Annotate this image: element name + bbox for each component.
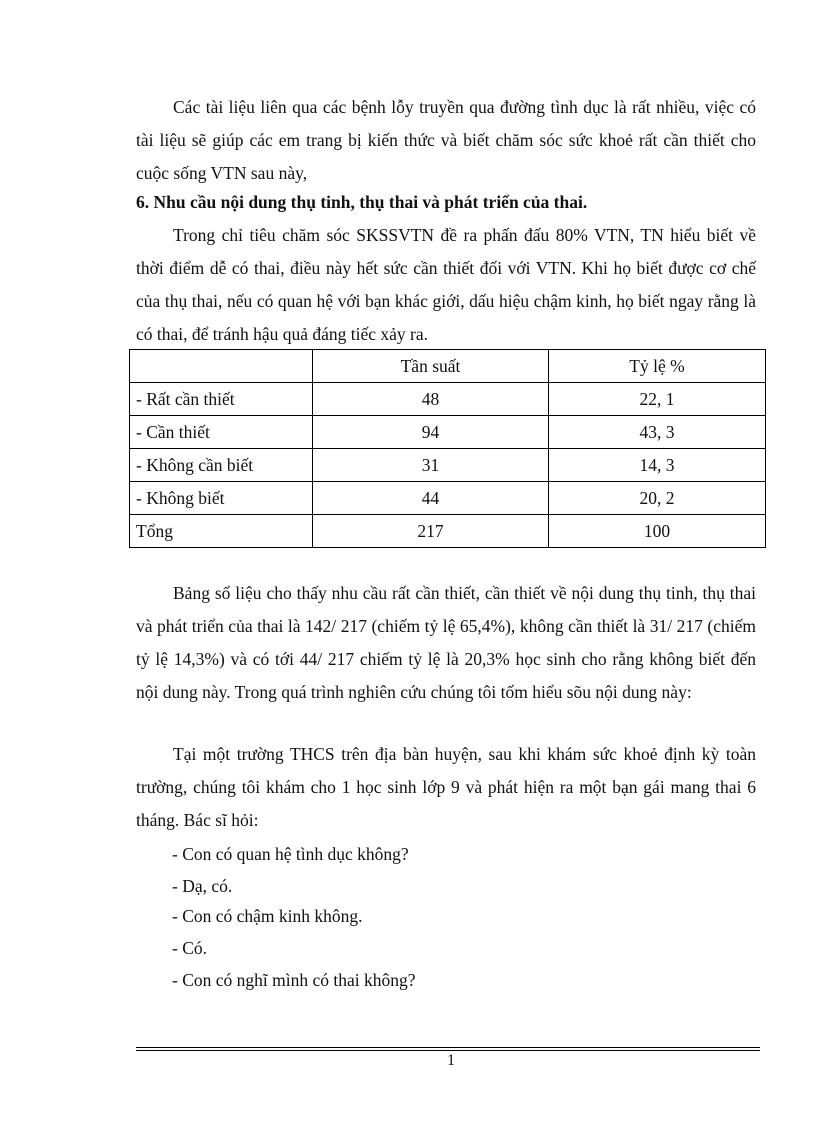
table-header-cell: Tần suất (313, 350, 549, 383)
table-cell-frequency: 44 (313, 482, 549, 515)
dialog-line: - Có. (172, 938, 207, 958)
table-row (130, 383, 766, 416)
paragraph-case: Tại một trường THCS trên địa bàn huyện, sau khi khám sức khoẻ định kỳ toàn trường, chúng tôi khám cho 1 học sinh lớp 9 và phát hiện ra một bạn gái mang thai 6 tháng. Bác sĩ hỏi: (136, 744, 756, 830)
table-cell-percent: 100 (549, 515, 766, 548)
table-cell-frequency: 31 (313, 449, 549, 482)
dialog-line: - Con có chậm kinh không. (172, 906, 363, 926)
footer-rule-top (136, 1047, 760, 1048)
table-cell-label: - Không biết (130, 482, 313, 515)
table-cell-percent: 22, 1 (549, 383, 766, 416)
dialog-line: - Con có quan hệ tình dục không? (172, 844, 409, 864)
table-cell-label: Tổng (130, 515, 313, 548)
dialog-line: - Dạ, có. (172, 876, 233, 896)
frequency-table (129, 349, 766, 548)
dialog-line: - Con có nghĩ mình có thai không? (172, 970, 416, 990)
table-cell-label: - Cần thiết (130, 416, 313, 449)
table-cell-frequency: 48 (313, 383, 549, 416)
table-cell-percent: 14, 3 (549, 449, 766, 482)
footer-rule-bottom (136, 1050, 760, 1051)
table-header-cell (130, 350, 313, 383)
paragraph-intro: Các tài liệu liên qua các bệnh lỗy truyền qua đường tình dục là rất nhiều, việc có tài liệu sẽ giúp các em trang bị kiến thức và biết chăm sóc sức khoẻ rất cần thiết cho cuộc sống VTN sau này, (136, 97, 756, 183)
table-cell-percent: 20, 2 (549, 482, 766, 515)
table-row (130, 449, 766, 482)
paragraph-target: Trong chỉ tiêu chăm sóc SKSSVTN đề ra phấn đấu 80% VTN, TN hiểu biết về thời điểm dễ có thai, điều này hết sức cần thiết đối với VTN. Khi họ biết được cơ chế của thụ thai, nếu có quan hệ với bạn khác giới, dấu hiệu chậm kinh, họ biết ngay rằng là có thai, để tránh hậu quả đáng tiếc xảy ra. (136, 225, 756, 344)
paragraph-analysis: Bảng số liệu cho thấy nhu cầu rất cần thiết, cần thiết về nội dung thụ tinh, thụ thai và phát triển của thai là 142/ 217 (chiếm tỷ lệ 65,4%), không cần thiết là 31/ 217 (chiếm tỷ lệ 14,3%) và có tới 44/ 217 chiếm tỷ lệ là 20,3% học sinh cho rằng không biết đến nội dung này. Trong quá trình nghiên cứu chúng tôi tốm hiểu sõu nội dung này: (136, 583, 756, 702)
table-cell-frequency: 94 (313, 416, 549, 449)
table-header-cell: Tỷ lệ % (549, 350, 766, 383)
table-cell-percent: 43, 3 (549, 416, 766, 449)
table-cell-label: - Rất cần thiết (130, 383, 313, 416)
table-row (130, 416, 766, 449)
table-cell-label: - Không cần biết (130, 449, 313, 482)
table-header-row (130, 350, 766, 383)
section-heading: 6. Nhu cầu nội dung thụ tinh, thụ thai và phát triển của thai. (136, 192, 588, 212)
table-total-row (130, 515, 766, 548)
page-number: 1 (447, 1052, 455, 1069)
table-row (130, 482, 766, 515)
table-cell-frequency: 217 (313, 515, 549, 548)
